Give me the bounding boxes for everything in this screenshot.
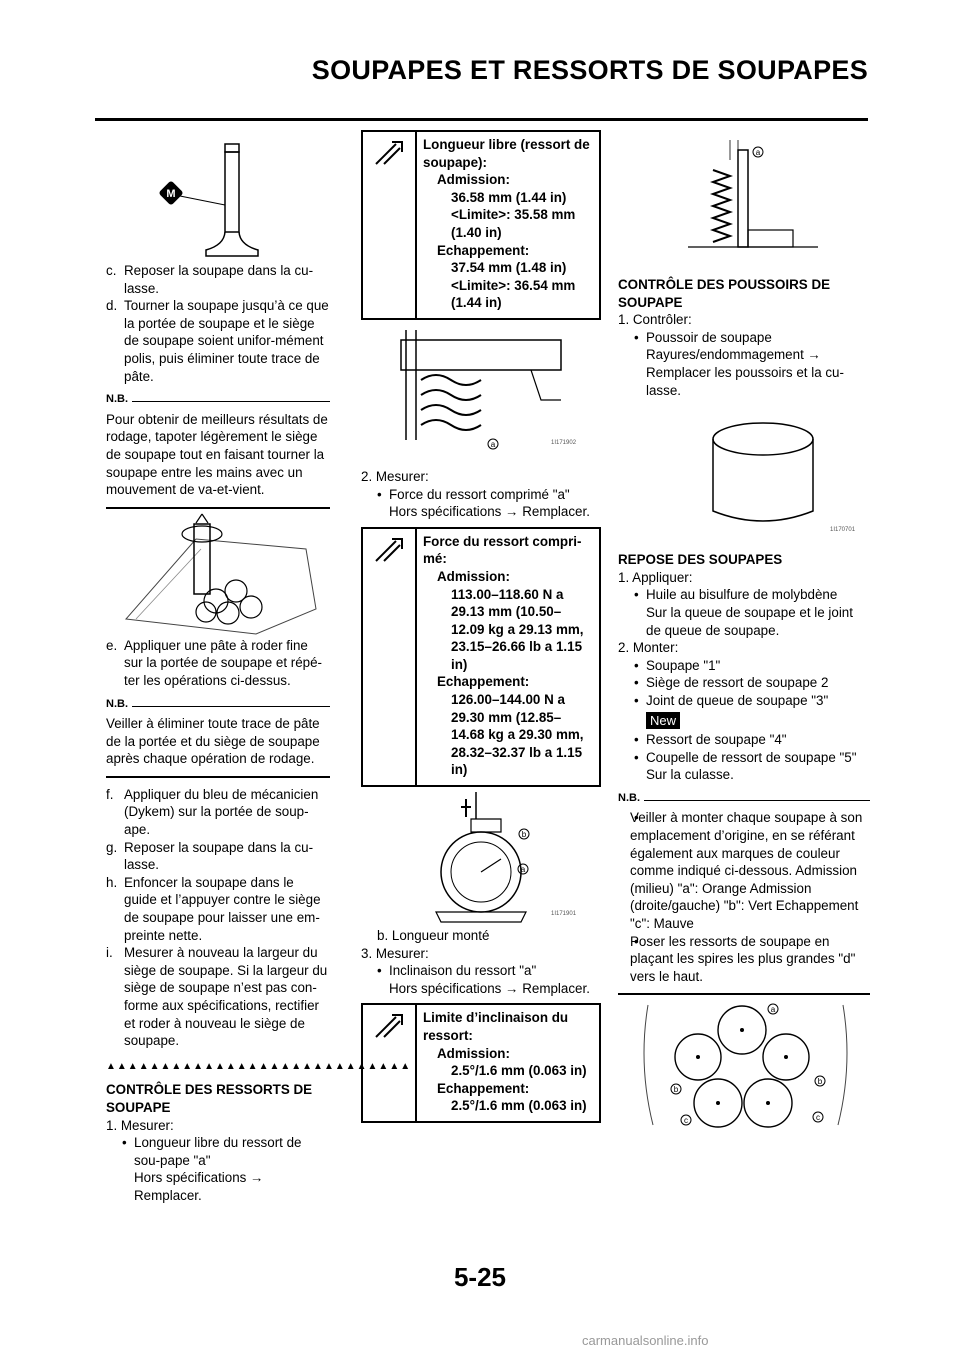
caliper-icon [363,1005,417,1121]
fig-label-b: b [521,830,527,840]
fig-label-c: c [684,1116,688,1126]
spec-compressed-force: Force du ressort compri-mé: Admission: 113.00–118.60 N a 29.13 mm (10.50–12.09 kg a 29.13 mm, 23.15–26.66 lb a 1.15 in) Echappement: 126.00–144.00 N a 29.30 mm (12.85–14.68 kg a 29.30 mm, 28.32–32.37 lb a 1.15 in) [361,527,601,787]
install-sub: Sur la culasse. [646,767,734,783]
section-title-valve-install: REPOSE DES SOUPAPES [618,552,783,568]
spec-free-length: Longueur libre (ressort de soupape): Admission: 36.58 mm (1.44 in) <Limite>: 35.58 mm (1.40 in) Echappement: 37.54 mm (1.48 in) <Limite>: 36.54 mm (1.44 in) [361,130,601,320]
install-item-2-1: • Soupape "1" [618,657,870,675]
spring-caliper-figure [361,320,601,468]
step-f: f. Appliquer du bleu de mécanicien (Dykem) sur la portée de soup-ape. [106,786,319,838]
step-2-item: • Force du ressort comprimé "a" [361,486,601,504]
valve-figure [106,130,330,262]
section-title-lifter-check: CONTRÔLE DES POUSSOIRS DE SOUPAPE [618,277,831,310]
svg-text:M: M [166,188,176,200]
spring-tilt-figure [618,130,870,270]
moly-oil-icon [158,180,183,205]
step-d: d. Tourner la soupape jusqu’à ce que la portée de soupape et le siège de soupape soient unifor-mément polis, puis éliminer toute trace de pâte. [106,298,329,384]
step-3-action: Hors spécifications → Remplacer. [389,980,590,996]
page-title: SOUPAPES ET RESSORTS DE SOUPAPES [311,55,868,85]
note-1: N.B. Pour obtenir de meilleurs résultats de rodage, tapoter légèrement le siège de soupape tout en faisant tourner la soupape entre les mains avec un mouvement de va-et-vient. [106,391,330,509]
fig-label-a: a [755,148,761,157]
install-step-2: 2. Monter: [618,640,679,656]
watermark: carmanualsonline.info [582,1333,709,1348]
caliper-icon [363,529,417,785]
install-item-1: • Huile au bisulfure de molybdène [618,586,870,604]
fig-label-a: a [520,865,526,875]
page-number: 5-25 [453,1262,507,1292]
column-2 [361,130,601,1123]
lifter-step: 1. Contrôler: [618,312,692,328]
lifter-item: • Poussoir de soupape [618,329,870,347]
note-3-item-2: • Poser les ressorts de soupape en plaçant les spires les plus grandes "d" vers le haut. [618,933,870,986]
step-3: 3. Mesurer: [361,945,429,961]
install-item-2-4: • Ressort de soupape "4" [618,731,870,749]
figure-code: 1I171902 [551,439,577,446]
caliper-icon [363,132,417,318]
spec-tilt-limit: Limite d’inclinaison du ressort: Admission: 2.5°/1.6 mm (0.063 in) Echappement: 2.5°/1.6 mm (0.063 in) [361,1003,601,1123]
measure-step: 1. Mesurer: [106,1117,174,1133]
install-item-2-3: • Joint de queue de soupape "3" [618,692,870,710]
note-2: N.B. Veiller à éliminer toute trace de pâte de la portée et du siège de soupape après chaque opération de rodage. [106,696,330,778]
column-3 [618,130,870,1135]
step-2: 2. Mesurer: [361,468,429,484]
lapping-figure [106,509,330,637]
caption-b: b. Longueur monté [377,928,490,944]
new-part-badge: New [646,712,680,730]
section-title-spring-check: CONTRÔLE DES RESSORTS DE SOUPAPE [106,1082,313,1115]
cylinder-head-figure [618,995,870,1135]
note-3: N.B. • Veiller à monter chaque soupape à son emplacement d’origine, en se référant également aux marques de couleur comme indiqué ci-dessous. Admission (milieu) "a": Orange Admission (droite/gauche) "b": Vert Echappement "c": Mauve • Poser les ressorts de soupape en plaçant les spires les plus grandes "d" vers le haut. [618,790,870,996]
install-item-1-sub: Sur la queue de soupape et le joint de queue de soupape. [646,604,853,638]
measure-action: Hors spécifications → Remplacer. [134,1170,264,1203]
header-rule [95,118,868,121]
lifter-action: Rayures/endommagement → Remplacer les poussoirs et la cu-lasse. [646,347,844,398]
spring-scale-figure [361,787,601,927]
fig-label-b: b [817,1077,823,1087]
install-step-1: 1. Appliquer: [618,569,693,585]
step-i: i. Mesurer à nouveau la largeur du siège de soupape. Si la largeur du siège de soupape n’est pas con-forme aux spécifications, rectifier et roder à nouveau le siège de soupape. [106,945,328,1049]
fig-label-a: a [490,439,496,449]
step-c: c. Reposer la soupape dans la cu-lasse. [106,263,314,296]
note-3-item-1: • Veiller à monter chaque soupape à son emplacement d’origine, en se référant également aux marques de couleur comme indiqué ci-dessous. Admission (milieu) "a": Orange Admission (droite/gauche) "b": Vert Echappement "c": Mauve [618,809,870,932]
step-h: h. Enfoncer la soupape dans le guide et l’appuyer contre le siège de soupape pour laisser une em-preinte nette. [106,874,321,943]
measure-item: • Longueur libre du ressort de sou-pape "a" [106,1134,330,1169]
step-g: g. Reposer la soupape dans la cu-lasse. [106,839,314,873]
valve-lifter-figure [618,399,870,545]
step-e: e. Appliquer une pâte à roder fine sur la portée de soupape et répé-ter les opérations ci-dessus. [106,637,323,688]
install-item-2-2: • Siège de ressort de soupape 2 [618,674,870,692]
step-3-item: • Inclinaison du ressort "a" [361,962,601,980]
fig-label-b: b [673,1085,679,1095]
step-2-action: Hors spécifications → Remplacer. [389,504,590,520]
warning-end-marker: ▲▲▲▲▲▲▲▲▲▲▲▲▲▲▲▲▲▲▲▲▲▲▲▲▲▲▲▲ [106,1060,412,1072]
fig-label-a: a [770,1005,776,1015]
fig-label-c: c [816,1113,820,1123]
figure-code: 1I170701 [830,527,856,534]
figure-code: 1I171901 [551,911,577,918]
install-item-2-5: • Coupelle de ressort de soupape "5" [618,749,870,767]
